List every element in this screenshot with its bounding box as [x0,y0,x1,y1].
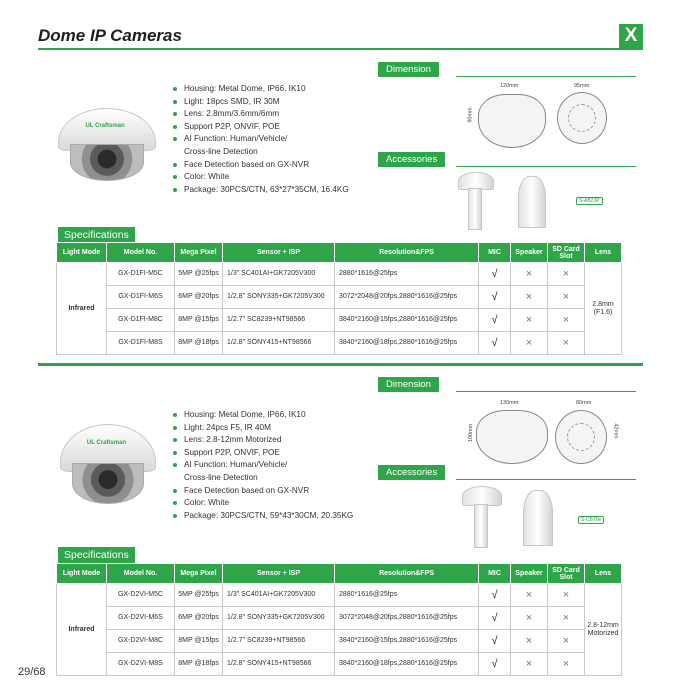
resolution-cell: 3072*2048@20fps,2880*1616@25fps [335,286,479,309]
resolution-cell: 3840*2160@15fps,2880*1616@25fps [335,309,479,332]
feature-item: Face Detection based on GX-NVR [173,159,349,172]
table-row [57,286,622,309]
mic-check-icon: √ [479,309,511,332]
mic-check-icon: √ [479,332,511,355]
model-cell: GX-D1FI-M8C [107,309,175,332]
brand-logo: X [619,24,643,48]
mega-pixel-cell: 5MP @25fps [175,263,223,286]
specifications-label-d2: Specifications [58,547,135,563]
model-cell: GX-D2VI-M6S [107,607,175,630]
wall-bracket-arm [474,504,488,548]
wall-mount-image [523,490,553,546]
mega-pixel-cell: 5MP @25fps [175,584,223,607]
sd-cross-icon: × [548,607,585,630]
wall-bracket-image [462,486,502,506]
header-resolution: Resolution&FPS [335,243,479,263]
header-mega-pixel: Mega Pixel [175,243,223,263]
feature-item: Light: 18pcs SMD, IR 30M [173,96,349,109]
camera-brand: UL Craftsman [85,122,125,129]
sd-cross-icon: × [548,584,585,607]
camera-lens [70,144,144,181]
model-cell: GX-D1FI-M5C [107,263,175,286]
model-cell: GX-D2VI-M5C [107,584,175,607]
resolution-cell: 2880*1616@25fps [335,263,479,286]
model-cell: GX-D1FI-M8S [107,332,175,355]
dimension-width: 130mm [500,400,519,406]
speaker-cross-icon: × [511,653,548,676]
page-title: Dome IP Cameras [38,26,182,45]
dimension-height: 100mm [468,423,475,443]
resolution-cell: 3840*2160@15fps,2880*1616@25fps [335,630,479,653]
header-sensor: Sensor + ISP [223,564,335,584]
feature-item: Housing: Metal Dome, IP66, IK10 [173,409,353,422]
dimension-side-view [478,94,546,148]
lens-cell: 2.8-12mm Motorized [585,584,622,676]
mic-check-icon: √ [479,263,511,286]
model-cell: GX-D2VI-M8S [107,653,175,676]
table-row [57,653,622,676]
table-row [57,607,622,630]
speaker-cross-icon: × [511,630,548,653]
feature-item: Cross-line Detection [184,146,258,156]
feature-item: Lens: 2.8-12mm Motorized [173,434,353,447]
feature-item: Lens: 2.8mm/3.6mm/6mm [173,108,349,121]
feature-item: AI Function: Human/Vehicle/ [173,133,349,146]
sensor-cell: 1/2.8" SONY335+GK7205V300 [223,286,335,309]
accessory-code: S-AB23P [576,197,603,205]
camera-brand: UL Craftsman [86,440,127,447]
mic-check-icon: √ [479,653,511,676]
mega-pixel-cell: 8MP @18fps [175,653,223,676]
lens-cell: 2.8mm (F1.6) [585,263,622,355]
header-mic: MIC [479,243,511,263]
header-model: Model No. [107,564,175,584]
dimension-rule [456,76,636,77]
feature-item: Color: White [173,497,353,510]
feature-item: Housing: Metal Dome, IP66, IK10 [173,83,349,96]
spec-table-d1 [56,242,622,355]
header-lens: Lens [585,243,622,263]
sensor-cell: 1/3" SC401AI+GK7205V300 [223,584,335,607]
header-mic: MIC [479,564,511,584]
sensor-cell: 1/3" SC401AI+GK7205V300 [223,263,335,286]
sensor-cell: 1/2.7" SC8239+NT98566 [223,309,335,332]
camera-image-d1 [58,108,156,182]
dimension-base: 95mm [574,83,590,89]
table-header-row [57,243,622,263]
header-lens: Lens [585,564,622,584]
mega-pixel-cell: 6MP @20fps [175,286,223,309]
mic-check-icon: √ [479,607,511,630]
mega-pixel-cell: 8MP @18fps [175,332,223,355]
page-number: 29/68 [18,666,46,678]
header-speaker: Speaker [511,243,548,263]
table-row [57,584,622,607]
specifications-label-d1: Specifications [58,227,135,243]
wall-mount-image [518,176,546,228]
accessories-rule [456,166,636,167]
feature-item: Cross-line Detection [184,472,258,482]
sd-cross-icon: × [548,309,585,332]
camera-image-d2 [60,424,156,506]
header-model: Model No. [107,243,175,263]
feature-item: Package: 30PCS/CTN, 59*43*30CM, 20.35KG [173,510,353,523]
speaker-cross-icon: × [511,286,548,309]
accessories-label-d2: Accessories [378,465,445,480]
sd-cross-icon: × [548,332,585,355]
accessories-label-d1: Accessories [378,152,445,167]
mic-check-icon: √ [479,584,511,607]
feature-item: Color: White [173,171,349,184]
mic-check-icon: √ [479,630,511,653]
dimension-width: 120mm [500,83,519,89]
dimension-label-d2: Dimension [378,377,439,392]
sensor-cell: 1/2.8" SONY415+NT98566 [223,653,335,676]
model-cell: GX-D1FI-M6S [107,286,175,309]
header-mega-pixel: Mega Pixel [175,564,223,584]
accessory-code: S-CB70e [578,516,604,524]
sensor-cell: 1/2.8" SONY335+GK7205V300 [223,607,335,630]
dimension-side: 42mm [612,423,619,439]
speaker-cross-icon: × [511,263,548,286]
mega-pixel-cell: 8MP @15fps [175,309,223,332]
header-resolution: Resolution&FPS [335,564,479,584]
table-row [57,309,622,332]
sd-cross-icon: × [548,653,585,676]
dimension-rule [456,391,636,392]
table-row [57,630,622,653]
mic-check-icon: √ [479,286,511,309]
header-speaker: Speaker [511,564,548,584]
sensor-cell: 1/2.7" SC8239+NT98566 [223,630,335,653]
feature-list-d1 [173,83,349,196]
resolution-cell: 3840*2160@18fps,2880*1616@25fps [335,332,479,355]
sensor-cell: 1/2.8" SONY415+NT98566 [223,332,335,355]
table-header-row [57,564,622,584]
dimension-base-ring [567,423,595,451]
dimension-base-ring [568,104,596,132]
section-divider [38,363,643,366]
header-sd-card: SD Card Slot [548,243,585,263]
sd-cross-icon: × [548,286,585,309]
speaker-cross-icon: × [511,332,548,355]
feature-item: Face Detection based on GX-NVR [173,485,353,498]
feature-list-d2 [173,409,353,522]
table-row [57,332,622,355]
speaker-cross-icon: × [511,309,548,332]
resolution-cell: 2880*1616@25fps [335,584,479,607]
header-light-mode: Light Mode [57,564,107,584]
spec-table-d2 [56,563,622,676]
dimension-base: 80mm [576,400,592,406]
camera-lens [72,463,145,504]
sd-cross-icon: × [548,263,585,286]
speaker-cross-icon: × [511,584,548,607]
feature-item: Package: 30PCS/CTN, 63*27*35CM, 16.4KG [173,184,349,197]
feature-item: AI Function: Human/Vehicle/ [173,459,353,472]
dimension-label-d1: Dimension [378,62,439,77]
table-row [57,263,622,286]
header-sd-card: SD Card Slot [548,564,585,584]
light-mode-cell: Infrared [57,584,107,676]
feature-item: Light: 24pcs F5, IR 40M [173,422,353,435]
accessories-rule [456,479,636,480]
header-light-mode: Light Mode [57,243,107,263]
dimension-side-view [476,410,548,464]
header-sensor: Sensor + ISP [223,243,335,263]
model-cell: GX-D2VI-M8C [107,630,175,653]
mega-pixel-cell: 6MP @20fps [175,607,223,630]
dimension-height: 90mm [467,107,474,123]
feature-item: Support P2P, ONVIF, POE [173,447,353,460]
resolution-cell: 3072*2048@20fps,2880*1616@25fps [335,607,479,630]
speaker-cross-icon: × [511,607,548,630]
title-divider [38,48,643,50]
light-mode-cell: Infrared [57,263,107,355]
mega-pixel-cell: 8MP @15fps [175,630,223,653]
wall-bracket-arm [468,188,482,230]
sd-cross-icon: × [548,630,585,653]
feature-item: Support P2P, ONVIF, POE [173,121,349,134]
resolution-cell: 3840*2160@18fps,2880*1616@25fps [335,653,479,676]
